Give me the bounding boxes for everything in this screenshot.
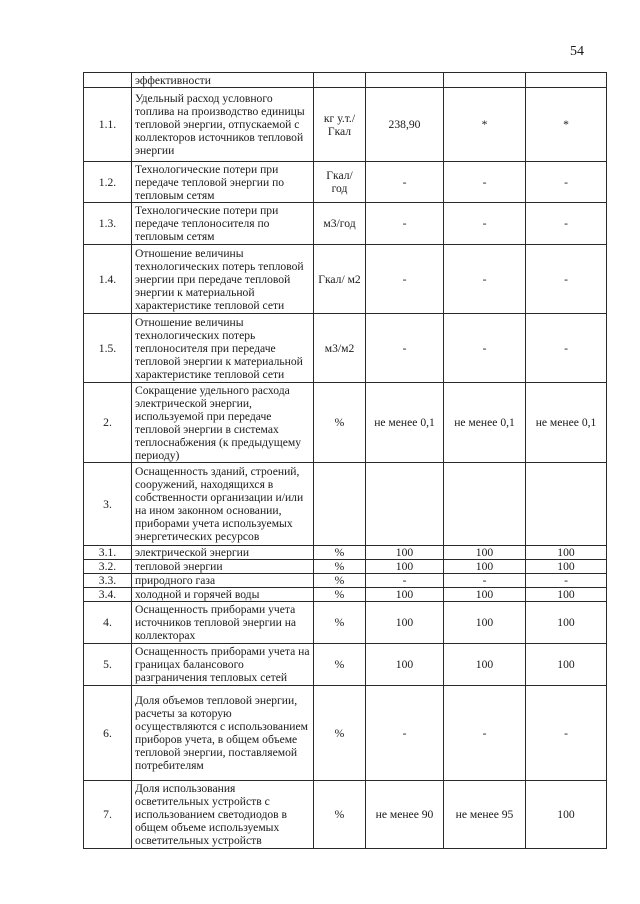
value-cell-3	[526, 73, 607, 88]
row-number: 3.1.	[84, 546, 132, 560]
table-row	[84, 602, 607, 644]
row-number: 1.2.	[84, 162, 132, 203]
unit-cell: %	[314, 574, 366, 588]
value-cell-3: -	[526, 203, 607, 245]
row-number: 5.	[84, 644, 132, 686]
row-number	[84, 73, 132, 88]
table-row	[84, 162, 607, 203]
table-row	[84, 546, 607, 560]
value-cell-2: 100	[444, 602, 526, 644]
unit-cell: %	[314, 644, 366, 686]
row-number: 1.4.	[84, 245, 132, 314]
indicator-name: Отношение величины технологических потерь тепловой энергии при передаче тепловой энергии к материальной характеристике тепловой сети	[132, 245, 314, 314]
value-cell-3: -	[526, 245, 607, 314]
value-cell-2: не менее 0,1	[444, 383, 526, 463]
table-row	[84, 781, 607, 849]
row-number: 1.5.	[84, 314, 132, 383]
row-number: 4.	[84, 602, 132, 644]
indicator-name: Технологические потери при передаче тепловой энергии по тепловым сетям	[132, 162, 314, 203]
row-number: 1.3.	[84, 203, 132, 245]
value-cell-1: не менее 0,1	[366, 383, 444, 463]
indicators-table	[83, 72, 607, 849]
value-cell-1: -	[366, 574, 444, 588]
value-cell-1: 100	[366, 588, 444, 602]
table-row	[84, 686, 607, 781]
unit-cell	[314, 73, 366, 88]
indicator-name: холодной и горячей воды	[132, 588, 314, 602]
value-cell-3: -	[526, 686, 607, 781]
value-cell-3: не менее 0,1	[526, 383, 607, 463]
unit-cell: %	[314, 383, 366, 463]
page-number: 54	[570, 44, 584, 59]
row-number: 3.4.	[84, 588, 132, 602]
unit-cell: м3/м2	[314, 314, 366, 383]
indicator-name: Отношение величины технологических потерь теплоносителя при передаче тепловой энергии к материальной характеристике тепловой сети	[132, 314, 314, 383]
value-cell-3	[526, 463, 607, 546]
table-row	[84, 574, 607, 588]
value-cell-3: 100	[526, 546, 607, 560]
value-cell-2: -	[444, 686, 526, 781]
row-number: 3.2.	[84, 560, 132, 574]
value-cell-1	[366, 73, 444, 88]
table-row	[84, 560, 607, 574]
value-cell-3: 100	[526, 781, 607, 849]
value-cell-1: 238,90	[366, 88, 444, 162]
table-row	[84, 383, 607, 463]
unit-cell: %	[314, 546, 366, 560]
unit-cell: %	[314, 686, 366, 781]
unit-cell: %	[314, 781, 366, 849]
value-cell-3: -	[526, 314, 607, 383]
value-cell-2: -	[444, 245, 526, 314]
indicator-name: природного газа	[132, 574, 314, 588]
value-cell-2: -	[444, 162, 526, 203]
row-number: 6.	[84, 686, 132, 781]
unit-cell: %	[314, 602, 366, 644]
row-number: 7.	[84, 781, 132, 849]
value-cell-1: 100	[366, 644, 444, 686]
indicator-name: Удельный расход условного топлива на производство единицы тепловой энергии, отпускаемой с коллекторов источников тепловой энергии	[132, 88, 314, 162]
value-cell-2: -	[444, 314, 526, 383]
indicator-name: тепловой энергии	[132, 560, 314, 574]
indicator-name: Доля использования осветительных устройств с использованием светодиодов в общем объеме используемых осветительных устройств	[132, 781, 314, 849]
value-cell-1: 100	[366, 560, 444, 574]
value-cell-1: -	[366, 203, 444, 245]
value-cell-1: 100	[366, 546, 444, 560]
value-cell-3: *	[526, 88, 607, 162]
row-number: 2.	[84, 383, 132, 463]
indicator-name: Технологические потери при передаче теплоносителя по тепловым сетям	[132, 203, 314, 245]
value-cell-2: не менее 95	[444, 781, 526, 849]
indicator-name: Оснащенность зданий, строений, сооружений, находящихся в собственности организации и/или на ином законном основании, приборами учета используемых энергетических ресурсов	[132, 463, 314, 546]
table-row	[84, 644, 607, 686]
value-cell-1: -	[366, 245, 444, 314]
unit-cell: Гкал/ м2	[314, 245, 366, 314]
row-number: 3.	[84, 463, 132, 546]
indicator-name: Оснащенность приборами учета на границах балансового разграничения тепловых сетей	[132, 644, 314, 686]
value-cell-2: -	[444, 203, 526, 245]
value-cell-2: 100	[444, 560, 526, 574]
row-number: 1.1.	[84, 88, 132, 162]
value-cell-2	[444, 463, 526, 546]
value-cell-1	[366, 463, 444, 546]
unit-cell: %	[314, 560, 366, 574]
value-cell-2: -	[444, 574, 526, 588]
table-row	[84, 88, 607, 162]
indicator-name: эффективности	[132, 73, 314, 88]
table-row	[84, 588, 607, 602]
value-cell-3: 100	[526, 644, 607, 686]
value-cell-2: 100	[444, 644, 526, 686]
value-cell-1: не менее 90	[366, 781, 444, 849]
unit-cell	[314, 463, 366, 546]
unit-cell: м3/год	[314, 203, 366, 245]
table-row	[84, 314, 607, 383]
unit-cell: %	[314, 588, 366, 602]
value-cell-1: -	[366, 162, 444, 203]
value-cell-3: 100	[526, 588, 607, 602]
indicator-name: Доля объемов тепловой энергии, расчеты за которую осуществляются с использованием приборов учета, в общем объеме тепловой энергии, поставляемой потребителям	[132, 686, 314, 781]
table-row	[84, 203, 607, 245]
value-cell-3: -	[526, 162, 607, 203]
unit-cell: кг у.т./ Гкал	[314, 88, 366, 162]
value-cell-2: *	[444, 88, 526, 162]
value-cell-2: 100	[444, 588, 526, 602]
value-cell-3: 100	[526, 560, 607, 574]
value-cell-3: 100	[526, 602, 607, 644]
value-cell-2	[444, 73, 526, 88]
indicator-name: Оснащенность приборами учета источников тепловой энергии на коллекторах	[132, 602, 314, 644]
table-row	[84, 463, 607, 546]
value-cell-1: 100	[366, 602, 444, 644]
table-row	[84, 245, 607, 314]
table-row	[84, 73, 607, 88]
value-cell-1: -	[366, 686, 444, 781]
indicator-name: электрической энергии	[132, 546, 314, 560]
indicator-name: Сокращение удельного расхода электрической энергии, используемой при передаче тепловой энергии в системах теплоснабжения (к предыдущему периоду)	[132, 383, 314, 463]
unit-cell: Гкал/ год	[314, 162, 366, 203]
value-cell-1: -	[366, 314, 444, 383]
row-number: 3.3.	[84, 574, 132, 588]
value-cell-2: 100	[444, 546, 526, 560]
value-cell-3: -	[526, 574, 607, 588]
